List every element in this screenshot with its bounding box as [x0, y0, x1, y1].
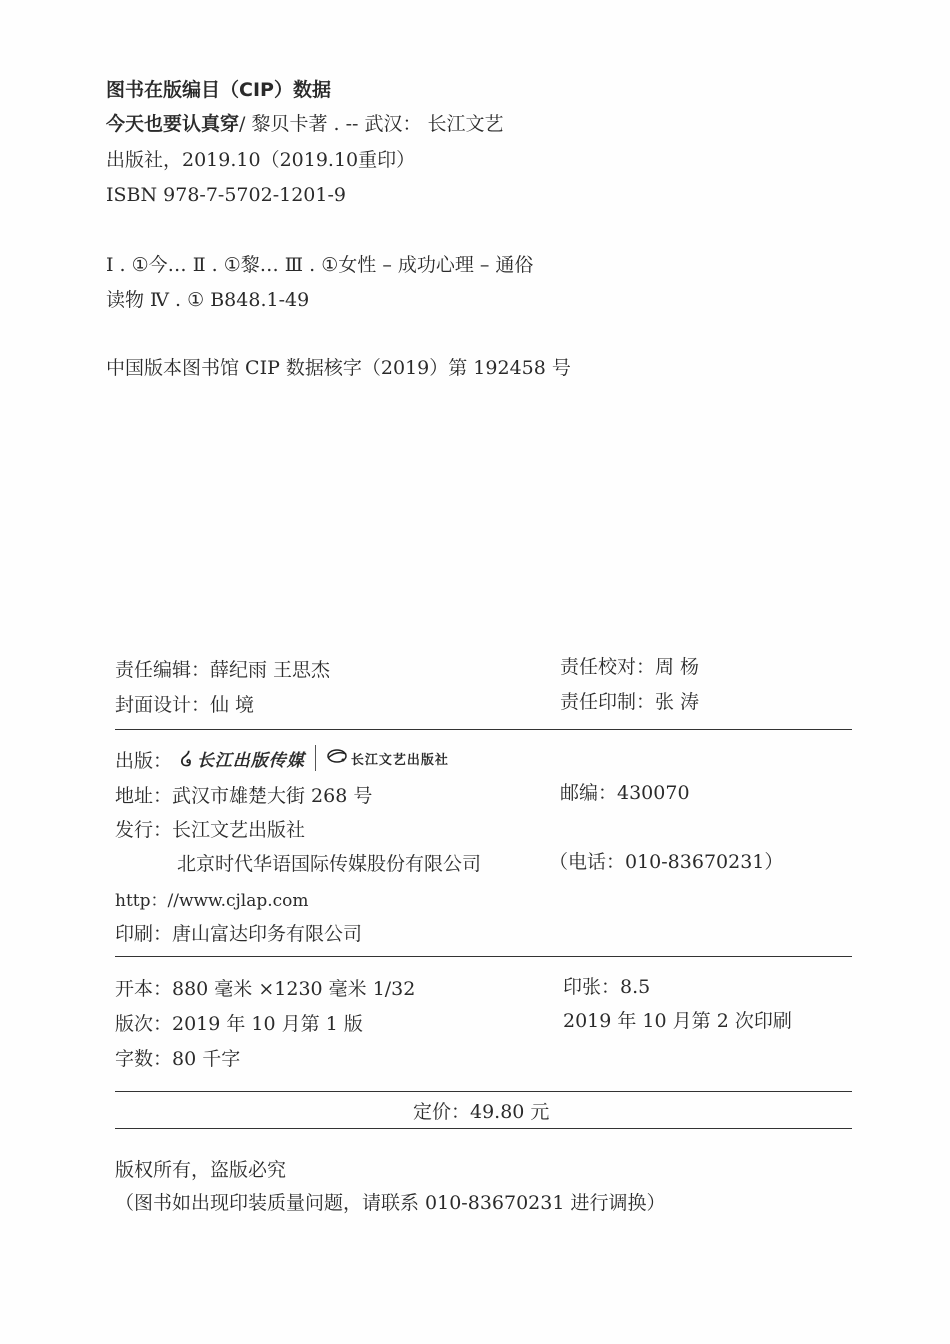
cip-title-line: [106, 112, 504, 136]
cover-design: 封面设计：仙 境: [115, 694, 255, 716]
classification-line-1: Ⅰ . ①今… Ⅱ . ①黎… Ⅲ . ①女性 – 成功心理 – 通俗: [106, 254, 534, 276]
logo-separator: [315, 745, 316, 771]
sheets: 印张：8.5: [563, 976, 651, 998]
divider: [115, 729, 852, 730]
isbn: ISBN 978-7-5702-1201-9: [106, 184, 346, 206]
website-url: http：//www.cjlap.com: [115, 891, 309, 911]
address: 地址：武汉市雄楚大街 268 号: [115, 785, 373, 807]
book-author-publisher: / 黎贝卡著 . -- 武汉： 长江文艺: [239, 113, 504, 135]
logo-press-name: 长江文艺出版社: [350, 752, 449, 768]
quality-notice: （图书如出现印装质量问题，请联系 010-83670231 进行调换）: [115, 1192, 666, 1214]
cip-publisher-line: 出版社，2019.10（2019.10重印）: [106, 149, 416, 171]
format: 开本：880 毫米 ×1230 毫米 1/32: [115, 978, 416, 1000]
divider: [115, 956, 852, 957]
classification-line-2: 读物 Ⅳ . ① B848.1-49: [106, 289, 310, 311]
price: 定价：49.80 元: [413, 1101, 550, 1123]
publisher-logos: [180, 745, 449, 771]
book-title: 今天也要认真穿: [106, 113, 240, 135]
publisher-label: 出版：: [115, 750, 173, 772]
divider: [115, 1128, 852, 1129]
printing-supervisor: 责任印制：张 涛: [560, 691, 700, 713]
proofreader: 责任校对：周 杨: [560, 656, 700, 678]
printer: 印刷：唐山富达印务有限公司: [115, 923, 363, 945]
phone: （电话：010-83670231）: [549, 851, 784, 873]
cip-number: 中国版本图书馆 CIP 数据核字（2019）第 192458 号: [106, 357, 571, 379]
cip-heading: 图书在版编目（CIP）数据: [106, 79, 331, 101]
printing: 2019 年 10 月第 2 次印刷: [563, 1010, 792, 1032]
editor: 责任编辑：薛纪雨 王思杰: [115, 659, 331, 681]
distributor-2: 北京时代华语国际传媒股份有限公司: [177, 853, 482, 875]
word-count: 字数：80 千字: [115, 1048, 241, 1070]
divider: [115, 1091, 852, 1092]
copyright-notice: 版权所有，盗版必究: [115, 1159, 287, 1181]
postcode: 邮编：430070: [560, 782, 690, 804]
wave-logo-icon: ໒: [180, 746, 193, 770]
logo-group-name: 长江出版传媒: [196, 750, 305, 771]
distributor: 发行：长江文艺出版社: [115, 819, 306, 841]
edition: 版次：2019 年 10 月第 1 版: [115, 1013, 363, 1035]
press-logo-icon: [326, 747, 348, 769]
